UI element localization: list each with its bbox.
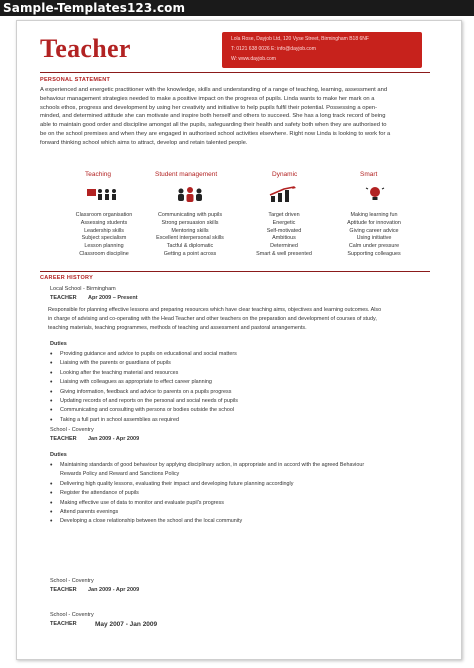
divider — [40, 271, 430, 272]
skill-list-smart — [326, 212, 422, 259]
skill-item: Smart & well presented — [256, 250, 312, 257]
duties-label: Duties — [50, 452, 67, 458]
statement-line: be on the school premises and when they are engaged in authorised school activities elsewhere. Right now Linda is looking to work for a — [40, 130, 391, 137]
skill-item: Leadership skills — [84, 227, 124, 234]
divider — [40, 72, 430, 73]
statement-line: forward thinking school which aims to attract, develop and retain talented people. — [40, 139, 248, 146]
job-school: School - Coventry — [50, 578, 94, 584]
skill-item: Subject specialism — [81, 235, 127, 242]
job-role: TEACHER — [50, 436, 77, 442]
skill-item: Classroom organisation — [75, 212, 133, 218]
skill-item: Supporting colleagues — [347, 250, 401, 257]
skill-heading-teaching: Teaching — [85, 171, 112, 178]
job-role: TEACHER — [50, 295, 77, 301]
statement-line: minded, and determined attitude she can motivate and inspire both herself and others to succeed. She has a long track record of being — [40, 113, 386, 120]
job-dates: May 2007 - Jan 2009 — [95, 621, 158, 628]
skill-item: Strong persuasion skills — [161, 219, 219, 226]
duty-item: • Looking after the teaching material and resources — [50, 369, 430, 378]
duty-item: • Maintaining standards of good behaviour by applying disciplinary action, in appropriate and in accord with the agreed Behaviour — [50, 461, 430, 470]
job-dates: Jan 2009 - Apr 2009 — [88, 587, 140, 593]
contact-website: W: www.dayjob.com — [231, 56, 276, 62]
duty-item: • Making effective use of data to monitor and evaluate pupil's progress — [50, 499, 430, 508]
duty-item: • Giving information, feedback and advice to parents on a pupils progress — [50, 388, 430, 397]
skill-item: Aptitude for innovation — [347, 219, 401, 226]
duty-item: • Liaising with colleagues as appropriate to effect career planning — [50, 378, 430, 387]
job-school: Local School - Birmingham — [50, 286, 116, 292]
skill-item: Mentoring skills — [171, 227, 209, 234]
skill-item: Energetic — [272, 219, 296, 226]
skill-item: Lesson planning — [84, 243, 124, 250]
duties-list — [50, 461, 430, 527]
statement-line: A experienced and energetic practitioner with the knowledge, skills and understanding of a range of teaching, learning, assessment and — [40, 87, 388, 93]
skill-item: Making learning fun — [350, 212, 398, 218]
contact-phone-email: T: 0121 638 0026 E: info@dayjob.com — [231, 46, 316, 52]
summary-line: teaching materials, teaching programmes, methods of teaching and assessment and pastoral arrangements. — [48, 324, 307, 331]
skill-list-teaching — [56, 212, 152, 259]
skill-list-dynamic — [236, 212, 332, 259]
skill-list-student-management — [142, 212, 238, 259]
job-school: School - Coventry — [50, 612, 94, 618]
job-dates: Apr 2009 – Present — [88, 295, 138, 301]
duty-item: • Taking a full part in school assemblies as required — [50, 416, 430, 425]
duty-item: • Delivering high quality lessons, evaluating their impact and developing future planning accordingly — [50, 480, 430, 489]
skill-heading-dynamic: Dynamic — [272, 171, 298, 178]
growth-chart-icon — [268, 186, 298, 202]
skill-item: Ambitious — [272, 235, 296, 242]
duty-item: • Communicating and consulting with persons or bodies outside the school — [50, 406, 430, 415]
skill-heading-student-management: Student management — [155, 171, 218, 178]
skill-item: Using initiative — [356, 235, 392, 242]
skill-item: Tactful & diplomatic — [166, 243, 214, 250]
lightbulb-icon — [363, 186, 387, 202]
career-history-heading: CAREER HISTORY — [40, 275, 94, 281]
skill-item: Assessing students — [80, 219, 128, 226]
skill-item: Getting a point across — [163, 250, 217, 257]
job-school: School - Coventry — [50, 427, 94, 433]
job-summary — [48, 306, 432, 332]
duty-item-continued: Rewards Policy and Reward and Sanctions Policy — [60, 471, 180, 478]
skill-item: Determined — [270, 243, 298, 250]
people-icon — [175, 186, 205, 202]
skill-heading-smart: Smart — [360, 171, 378, 178]
job-role: TEACHER — [50, 621, 77, 627]
skill-item: Communicating with pupils — [157, 212, 223, 218]
skill-item: Target driven — [268, 212, 300, 218]
site-label: Sample-Templates123.com — [3, 1, 186, 15]
duty-item: • Attend parents evenings — [50, 508, 430, 517]
contact-address: Lola Rose, Dayjob Ltd, 120 Vyse Street, Birmingham B18 6NF — [231, 36, 369, 42]
personal-statement-text — [40, 86, 424, 148]
skill-item: Self-motivated — [266, 227, 302, 234]
statement-line: able to maintain good order and discipline amongst all the pupils, safeguarding their health and safety both when they are authorised to — [40, 122, 387, 129]
skill-item: Giving career advice — [349, 227, 399, 234]
job-dates: Jan 2009 - Apr 2009 — [88, 436, 140, 442]
skill-item: Classroom discipline — [79, 250, 129, 257]
skill-item: Calm under pressure — [348, 243, 400, 250]
statement-line: schools ethos, progress and development by using her creativity and initiative to help pupils fulfil their potential. Possessing a open- — [40, 104, 378, 111]
duty-item: • Register the attendance of pupils — [50, 489, 430, 498]
statement-line: behaviour management strategies needed to make a positive impact on the progress of pupils. Linda wants to make her mark on a — [40, 95, 375, 102]
job-role: TEACHER — [50, 587, 77, 593]
skill-item: Excellent interpersonal skills — [156, 235, 224, 242]
personal-statement-heading: PERSONAL STATEMENT — [40, 77, 111, 83]
summary-line: in charge of advising and co-operating with the Head Teacher and other teachers on the preparation and development of courses of study, — [48, 315, 377, 322]
summary-line: Responsible for planning effective lessons and preparing resources which have clear teaching aims, objectives and learning outcomes. Also — [48, 307, 382, 313]
page-title: Teacher — [40, 34, 131, 63]
duties-list — [50, 350, 430, 425]
duty-item: • Providing guidance and advice to pupils on educational and social matters — [50, 350, 430, 359]
site-banner — [0, 0, 474, 16]
classroom-icon — [86, 186, 120, 202]
duty-item: • Developing a close relationship between the school and the local community — [50, 517, 430, 526]
duty-item: • Liaising with the parents or guardians of pupils — [50, 359, 430, 368]
duties-label: Duties — [50, 341, 67, 347]
duty-item: • Updating records of and reports on the personal and social needs of pupils — [50, 397, 430, 406]
